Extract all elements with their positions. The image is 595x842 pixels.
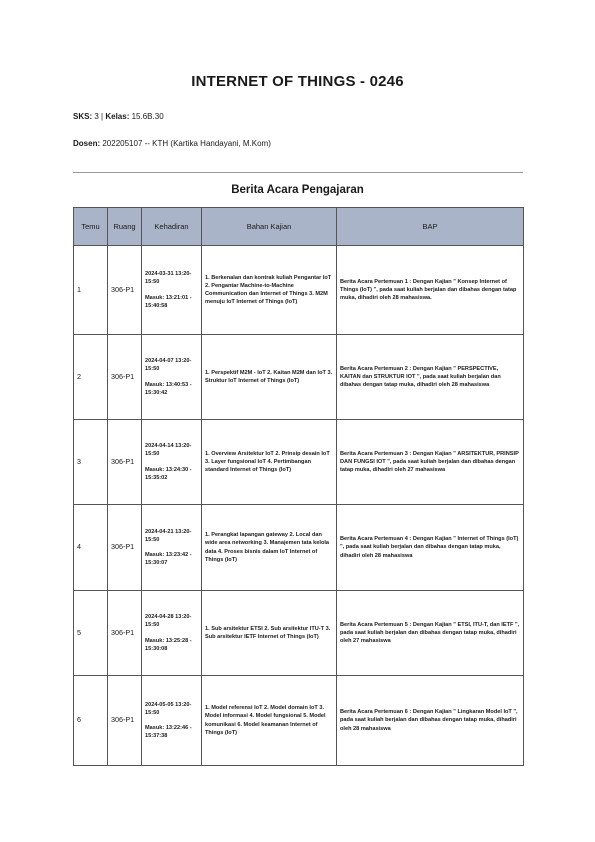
dosen-line [73, 139, 271, 148]
col-header-ruang: Ruang [108, 208, 142, 246]
section-title: Berita Acara Pengajaran [231, 184, 364, 196]
sks-value: 3 [94, 112, 99, 121]
bap-table [73, 207, 524, 766]
cell-ruang: 306-P1 [108, 246, 142, 335]
cell-ruang: 306-P1 [108, 591, 142, 676]
cell-ruang: 306-P1 [108, 676, 142, 766]
kehadiran-masuk: Masuk: 13:22:46 - 15:37:38 [145, 725, 192, 740]
kehadiran-date: 2024-04-07 13:20-15:50 [145, 358, 192, 373]
cell-bahan-kajian: 1. Model referensi IoT 2. Model domain IoT 3. Model informasi 4. Model fungsional 5. Model komunikasi 6. Model keamanan Internet of Things (IoT) [202, 676, 337, 766]
cell-kehadiran [142, 335, 202, 420]
kehadiran-date: 2024-04-28 13:20-15:50 [145, 614, 192, 629]
cell-bahan-kajian: 1. Perangkat lapangan gateway 2. Local dan wide area networking 3. Manajemen tata kelola data 4. Proses bisnis dalam IoT Internet of Things (IoT) [202, 505, 337, 591]
cell-ruang: 306-P1 [108, 505, 142, 591]
dosen-value: 202205107 -- KTH (Kartika Handayani, M.Kom) [102, 139, 271, 148]
table-row [74, 591, 524, 676]
cell-temu: 3 [74, 420, 108, 505]
cell-temu: 2 [74, 335, 108, 420]
col-header-bahan-kajian: Bahan Kajian [202, 208, 337, 246]
cell-kehadiran [142, 505, 202, 591]
col-header-bap: BAP [337, 208, 524, 246]
kehadiran-masuk: Masuk: 13:21:01 - 15:40:58 [145, 294, 192, 309]
kehadiran-masuk: Masuk: 13:23:42 - 15:30:07 [145, 552, 192, 567]
cell-bap: Berita Acara Pertemuan 5 : Dengan Kajian " ETSI, ITU-T, dan IETF ", pada saat kuliah berjalan dan dibahas dengan tatap muka, dihadiri oleh 27 mahasiswa [337, 591, 524, 676]
cell-bap: Berita Acara Pertemuan 1 : Dengan Kajian " Konsep Internet of Things (IoT) ", pada saat kuliah berjalan dan dibahas dengan tatap muka, dihadiri oleh 28 mahasiswa. [337, 246, 524, 335]
cell-ruang: 306-P1 [108, 420, 142, 505]
table-row [74, 246, 524, 335]
kehadiran-date: 2024-04-21 13:20-15:50 [145, 528, 192, 543]
cell-temu: 1 [74, 246, 108, 335]
table-row [74, 676, 524, 766]
kehadiran-date: 2024-05-05 13:20-15:50 [145, 701, 192, 716]
cell-temu: 6 [74, 676, 108, 766]
col-header-kehadiran: Kehadiran [142, 208, 202, 246]
cell-ruang: 306-P1 [108, 335, 142, 420]
meta-separator: | [101, 112, 104, 121]
sks-kelas-line [73, 112, 164, 121]
table-row [74, 335, 524, 420]
cell-bahan-kajian: 1. Perspektif M2M - IoT 2. Kaitan M2M dan IoT 3. Struktur IoT Internet of Things (IoT) [202, 335, 337, 420]
table-row [74, 420, 524, 505]
kehadiran-masuk: Masuk: 13:25:28 - 15:30:08 [145, 637, 192, 652]
kehadiran-masuk: Masuk: 13:24:30 - 15:35:02 [145, 466, 192, 481]
table-header-row [74, 208, 524, 246]
col-header-temu: Temu [74, 208, 108, 246]
kehadiran-date: 2024-03-31 13:20-15:50 [145, 271, 192, 286]
cell-bap: Berita Acara Pertemuan 4 : Dengan Kajian " Internet of Things (IoT) ", pada saat kuliah berjalan dan dibahas dengan tatap muka, dihadiri oleh 28 mahasiswa [337, 505, 524, 591]
cell-bahan-kajian: 1. Sub arsitektur ETSI 2. Sub arsitektur ITU-T 3. Sub arsitektur IETF Internet of Things (IoT) [202, 591, 337, 676]
cell-bap: Berita Acara Pertemuan 3 : Dengan Kajian " ARSITEKTUR, PRINSIP DAN FUNGSI IOT ", pada saat kuliah berjalan dan dibahas dengan tatap muka, dihadiri oleh 27 mahasiswa [337, 420, 524, 505]
cell-bap: Berita Acara Pertemuan 2 : Dengan Kajian " PERSPECTIVE, KAITAN dan STRUKTUR IOT ", pada saat kuliah berjalan dan dibahas dengan tatap muka, dihadiri oleh 28 mahasiswa [337, 335, 524, 420]
cell-bap: Berita Acara Pertemuan 6 : Dengan Kajian " Lingkaran Model IoT ", pada saat kuliah berjalan dan dibahas dengan tatap muka, dihadiri oleh 28 mahasiswa [337, 676, 524, 766]
cell-temu: 4 [74, 505, 108, 591]
cell-kehadiran [142, 676, 202, 766]
page-title: INTERNET OF THINGS - 0246 [191, 73, 404, 90]
kehadiran-date: 2024-04-14 13:20-15:50 [145, 443, 192, 458]
cell-temu: 5 [74, 591, 108, 676]
cell-kehadiran [142, 591, 202, 676]
dosen-label: Dosen: [73, 139, 101, 148]
table-row [74, 505, 524, 591]
sks-label: SKS: [73, 112, 93, 121]
divider [73, 172, 523, 173]
kelas-value: 15.6B.30 [131, 112, 164, 121]
cell-bahan-kajian: 1. Overview Arsitektur IoT 2. Prinsip desain IoT 3. Layer fungsional IoT 4. Pertimbangan standard Internet of Things (IoT) [202, 420, 337, 505]
cell-kehadiran [142, 420, 202, 505]
kelas-label: Kelas: [105, 112, 130, 121]
cell-bahan-kajian: 1. Berkenalan dan kontrak kuliah Pengantar IoT 2. Pengantar Machine-to-Machine Communication dan Internet of Things 3. M2M menuju IoT Internet of Things (IoT) [202, 246, 337, 335]
cell-kehadiran [142, 246, 202, 335]
kehadiran-masuk: Masuk: 13:40:53 - 15:30:42 [145, 381, 192, 396]
